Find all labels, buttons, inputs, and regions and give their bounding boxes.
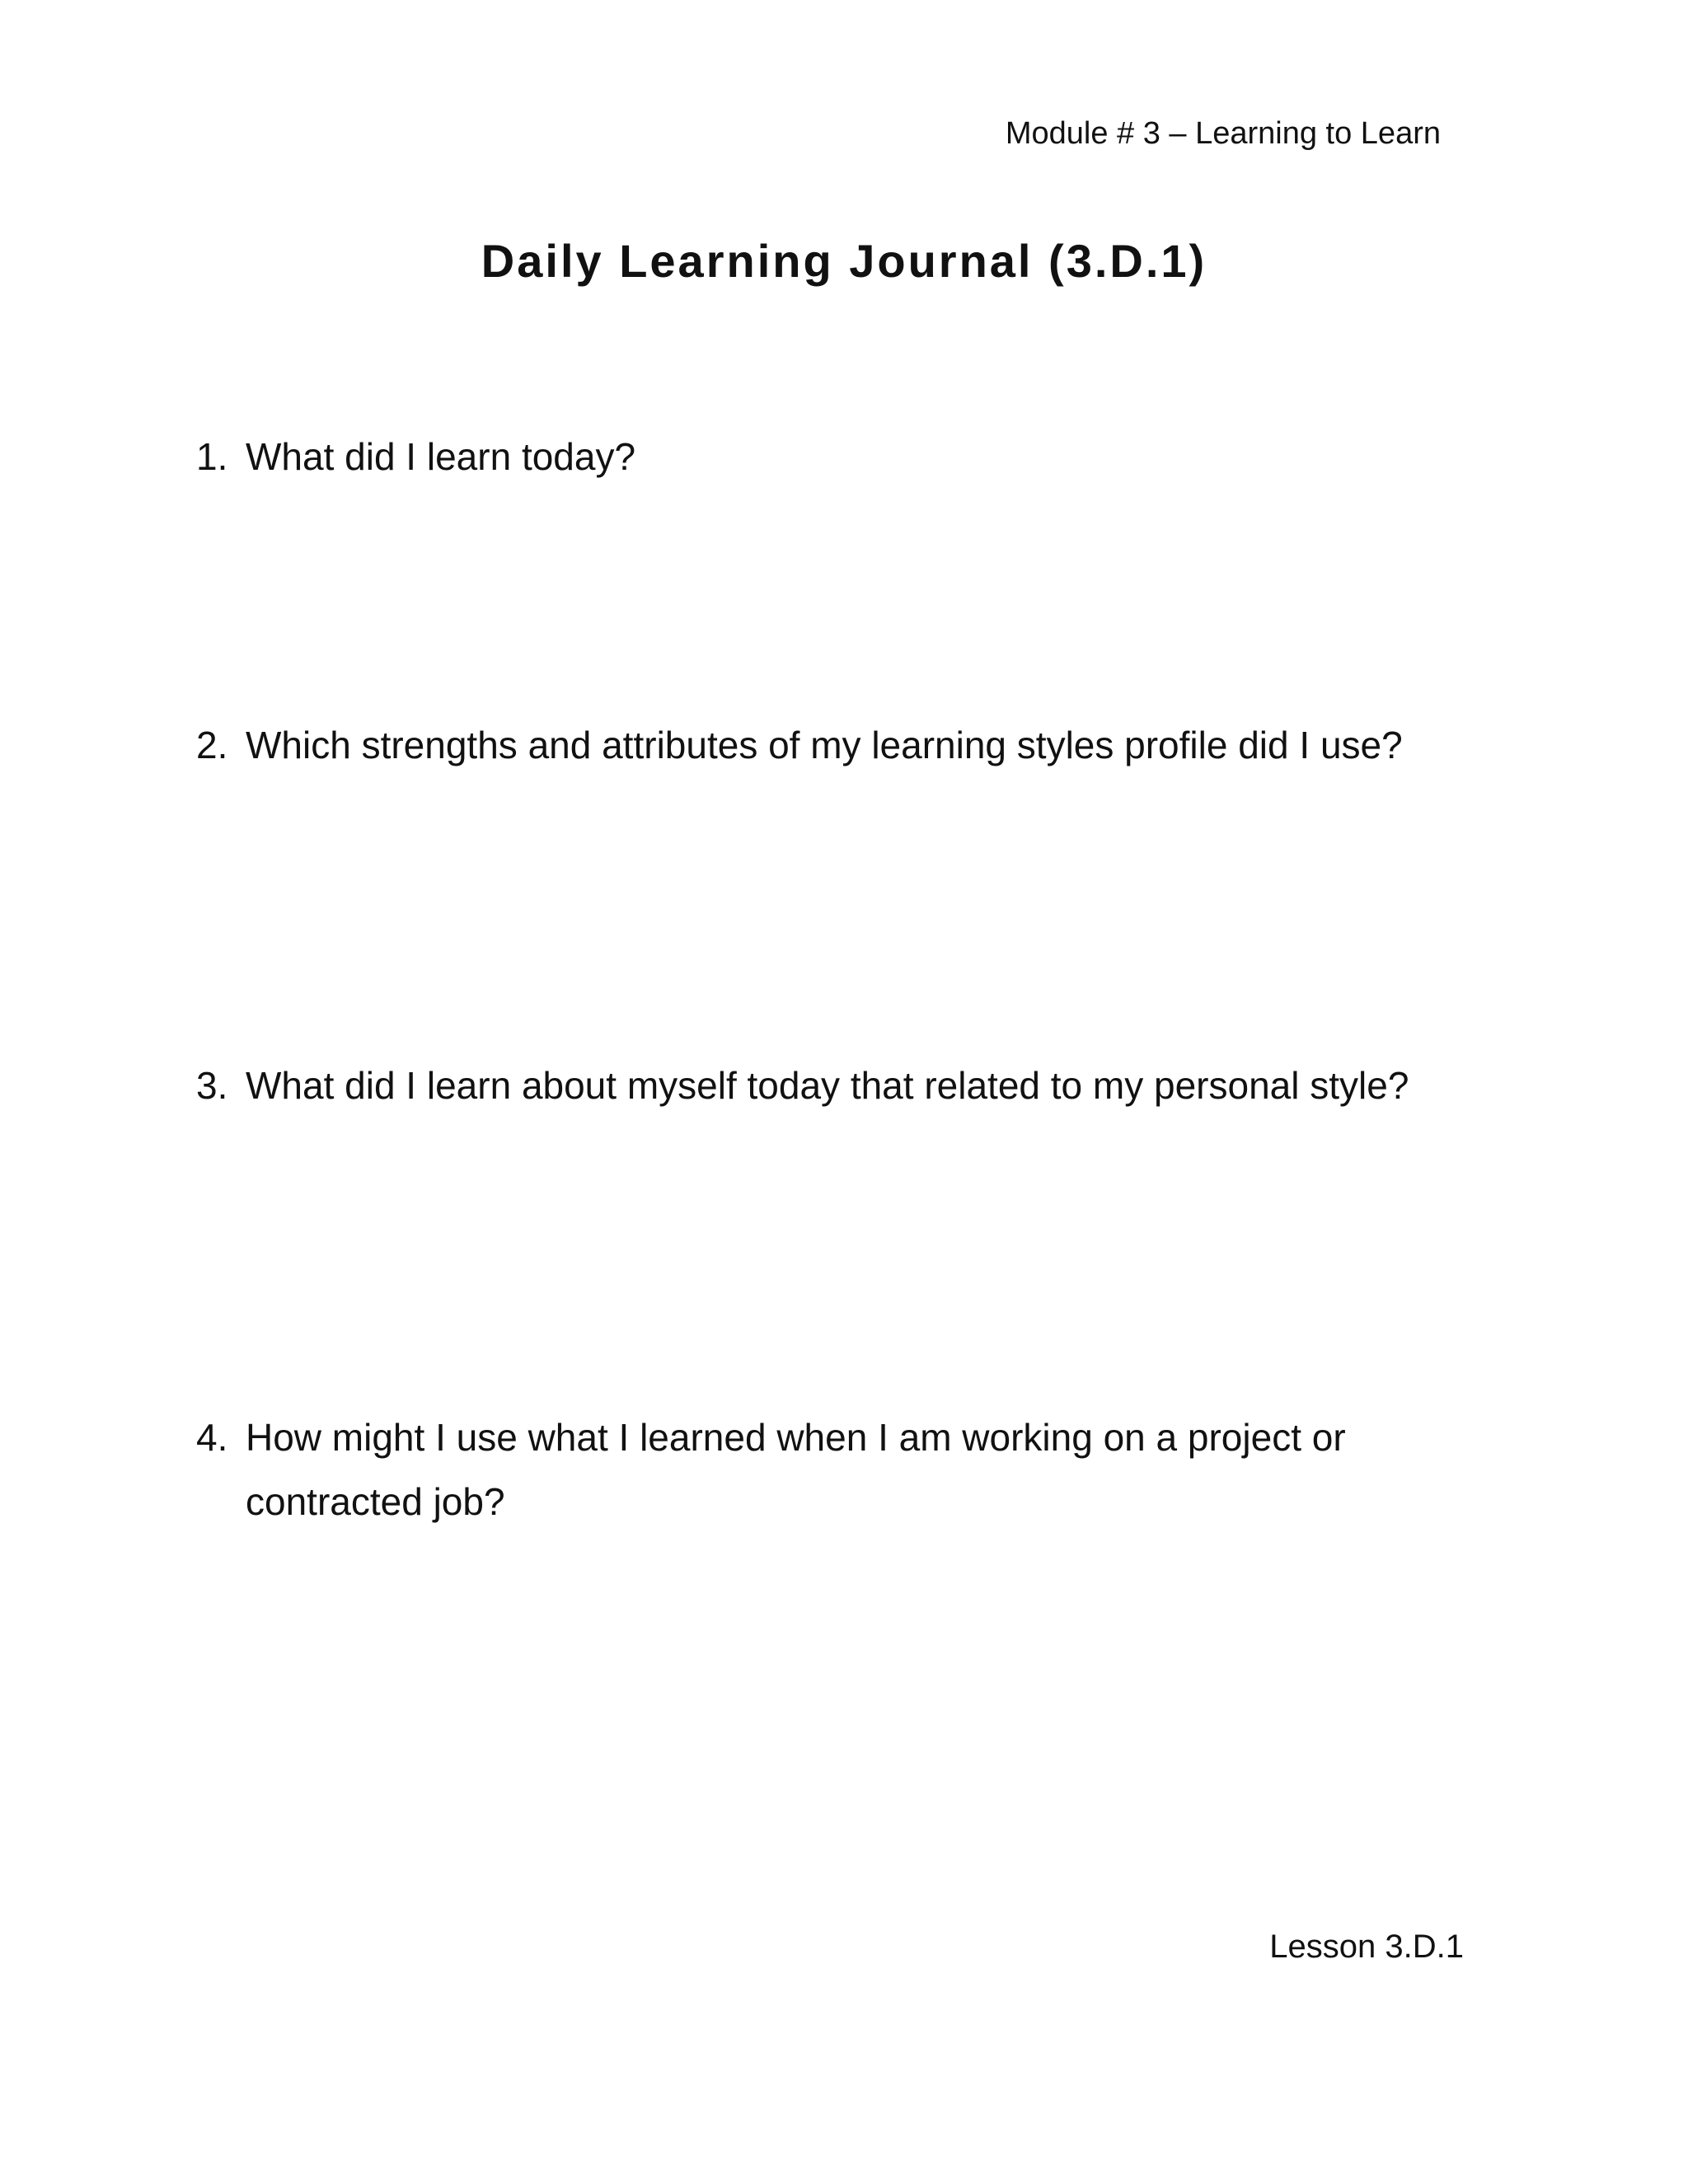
question-number: 2. (196, 724, 228, 766)
page-title: Daily Learning Journal (3.D.1) (481, 235, 1207, 287)
module-header: Module # 3 – Learning to Learn (1005, 116, 1441, 151)
question-text: What did I learn about myself today that related to my personal style? (246, 1064, 1409, 1107)
question-number: 1. (196, 435, 228, 478)
question-number: 4. (196, 1416, 228, 1459)
question-1 (196, 424, 1482, 489)
question-text: How might I use what I learned when I am working on a project or contracted job? (246, 1416, 1346, 1523)
question-text: Which strengths and attributes of my learning styles profile did I use? (246, 724, 1403, 766)
question-2 (196, 713, 1482, 777)
lesson-footer: Lesson 3.D.1 (1269, 1929, 1464, 1965)
question-3 (196, 1053, 1482, 1118)
question-text: What did I learn today? (246, 435, 636, 478)
question-4 (196, 1405, 1391, 1534)
question-number: 3. (196, 1064, 228, 1107)
